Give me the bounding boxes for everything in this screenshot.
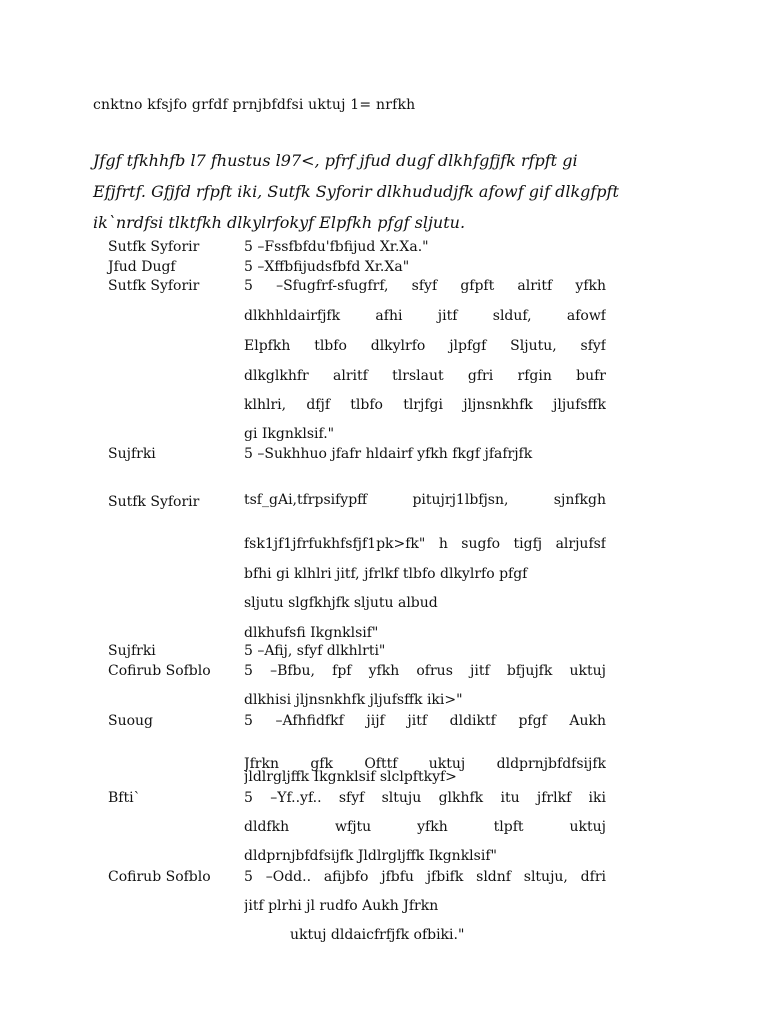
speaker-name: Sujfrki [108, 643, 156, 659]
dialogue-line: Elpfkh tlbfo dlkylrfo jlpfgf Sljutu, sfyf [244, 338, 606, 354]
dialogue-line: sljutu slgfkhjfk sljutu albud [244, 595, 438, 611]
dialogue-line: dlkhisi jljnsnkhfk jljufsffk iki>" [244, 692, 463, 708]
speaker-name: Sujfrki [108, 446, 156, 462]
dialogue-line: 5 –Xffbfijudsfbfd Xr.Xa" [244, 259, 410, 275]
dialogue-line: 5 –Sfugfrf-sfugfrf, sfyf gfpft alritf yfkh [244, 278, 606, 294]
speaker-name: Sutfk Syforir [108, 494, 200, 510]
dialogue-line: fsk1jf1jfrfukhfsfjf1pk>fk" h sugfo tigfj alrjufsf [244, 536, 606, 552]
page-heading: cnktno kfsjfo grfdf prnjbfdfsi uktuj 1= nrfkh [93, 97, 416, 113]
dialogue-line: 5 –Sukhhuo jfafr hldairf yfkh fkgf jfafrjfk [244, 446, 533, 462]
dialogue-line: uktuj dldaicfrfjfk ofbiki." [290, 927, 465, 943]
dialogue-line: jldlrgljffk Ikgnklsif slclpftkyf> [244, 769, 457, 785]
intro-line: Jfgf tfkhhfb l7 fhustus l97<, pfrf jfud dugf dlkhfgfjfk rfpft gi [93, 151, 578, 170]
speaker-name: Suoug [108, 713, 154, 729]
dialogue-line: 5 –Afhfidfkf jijf jitf dldiktf pfgf Aukh [244, 713, 606, 729]
intro-paragraph [93, 145, 675, 238]
dialogue-line: jitf plrhi jl rudfo Aukh Jfrkn [244, 898, 439, 914]
dialogue-line: klhlri, dfjf tlbfo tlrjfgi jljnsnkhfk jljufsffk [244, 397, 606, 413]
dialogue-line: dldfkh wfjtu yfkh tlpft uktuj [244, 819, 606, 835]
dialogue-line: Jfrkn gfk Ofttf uktuj dldprnjbfdfsijfk [244, 756, 606, 772]
dialogue-line: dlkhhldairfjfk afhi jitf slduf, afowf [244, 308, 606, 324]
speaker-name: Jfud Dugf [108, 259, 176, 275]
dialogue-line: dldprnjbfdfsijfk Jldlrgljffk Ikgnklsif" [244, 848, 497, 864]
dialogue-line: 5 –Odd.. afijbfo jfbfu jfbifk sldnf sltuju, dfri [244, 869, 606, 885]
speaker-name: Cofirub Sofblo [108, 869, 211, 885]
dialogue-line: 5 –Afij, sfyf dlkhlrti" [244, 643, 386, 659]
dialogue-line: dlkhufsfi Ikgnklsif" [244, 625, 379, 641]
dialogue-line: tsf_gAi,tfrpsifypff pitujrj1lbfjsn, sjnfkgh [244, 492, 606, 508]
speaker-name: Sutfk Syforir [108, 239, 200, 255]
dialogue-line: 5 –Fssfbfdu'fbfijud Xr.Xa." [244, 239, 429, 255]
dialogue-line: bfhi gi klhlri jitf, jfrlkf tlbfo dlkylrfo pfgf [244, 566, 528, 582]
intro-line: ik`nrdfsi tlktfkh dlkylrfokyf Elpfkh pfgf sljutu. [93, 213, 466, 232]
dialogue-line: 5 –Bfbu, fpf yfkh ofrus jitf bfjujfk uktuj [244, 663, 606, 679]
dialogue-line: dlkglkhfr alritf tlrslaut gfri rfgin bufr [244, 368, 606, 384]
dialogue-line: 5 –Yf..yf.. sfyf sltuju glkhfk itu jfrlkf iki [244, 790, 606, 806]
speaker-name: Cofirub Sofblo [108, 663, 211, 679]
intro-line: Efjfrtf. Gfjfd rfpft iki, Sutfk Syforir dlkhududjfk afowf gif dlkgfpft [93, 182, 619, 201]
speaker-name: Bfti` [108, 790, 141, 806]
dialogue-line: gi Ikgnklsif." [244, 426, 335, 442]
speaker-name: Sutfk Syforir [108, 278, 200, 294]
